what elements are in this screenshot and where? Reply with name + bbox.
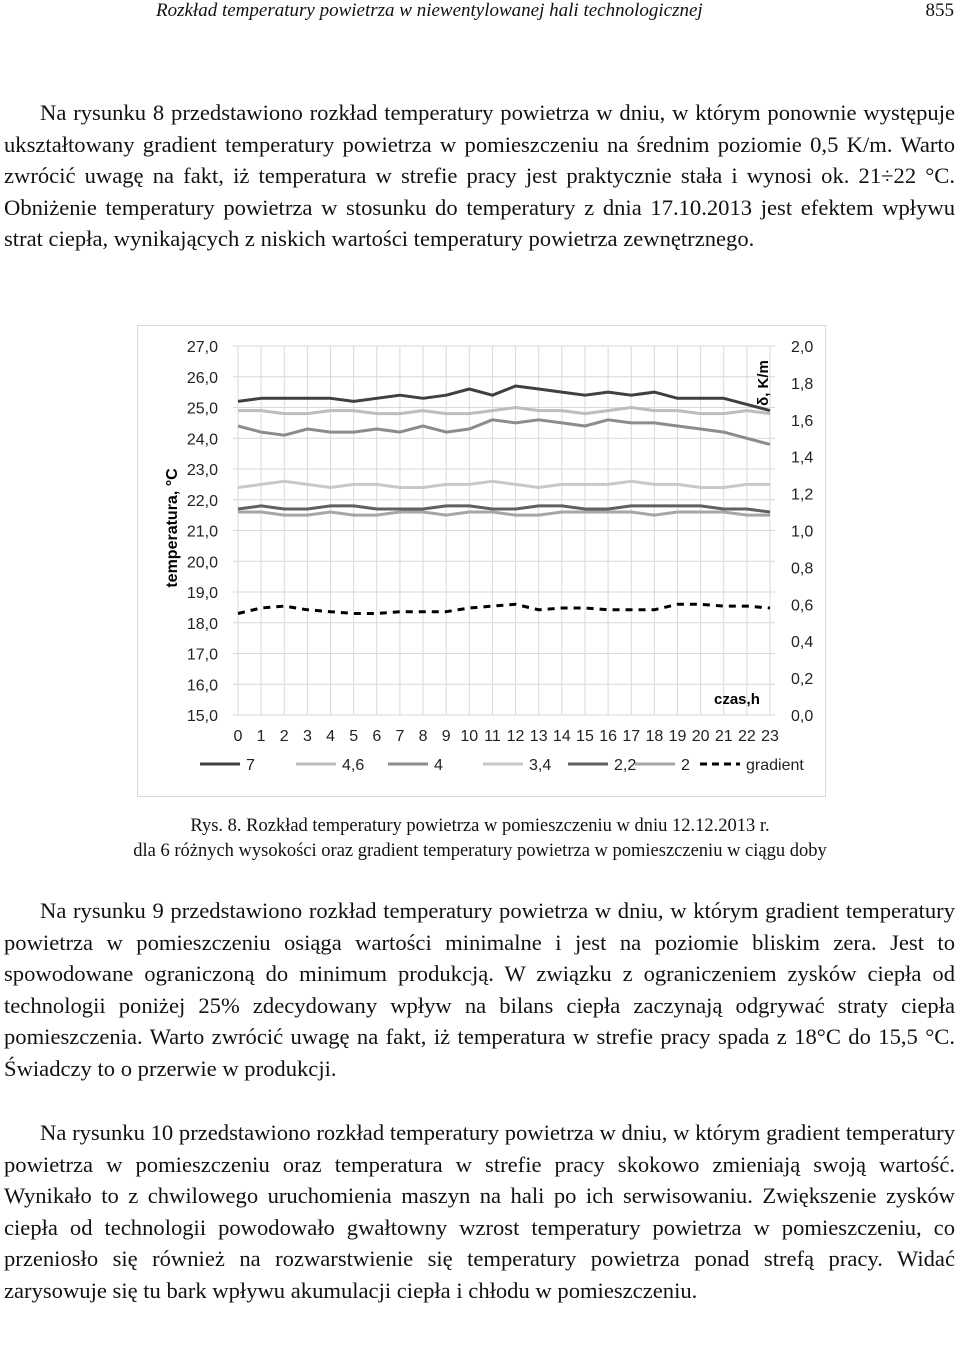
series-line-7 (238, 604, 770, 613)
y-tick-label: 18,0 (186, 615, 218, 633)
y2-tick-label: 1,2 (791, 486, 814, 504)
y-tick-label: 15,0 (186, 708, 218, 725)
x-tick-label: 14 (552, 728, 571, 745)
series-line-4 (238, 481, 770, 487)
y-tick-label: 23,0 (186, 462, 218, 479)
chart-figure (137, 325, 826, 797)
y-tick-label: 21,0 (186, 523, 218, 541)
y2-tick-label: 0,0 (791, 708, 814, 725)
legend-label: 4,6 (342, 757, 365, 774)
y-tick-label: 17,0 (186, 646, 218, 664)
x-tick-label: 20 (691, 728, 710, 745)
x-tick-label: 23 (761, 728, 779, 745)
x-tick-label: 16 (599, 728, 617, 745)
y2-tick-label: 0,8 (791, 560, 814, 578)
y2-tick-label: 1,0 (791, 523, 814, 541)
x-tick-label: 13 (529, 728, 548, 745)
paragraph-2 (4, 895, 955, 1085)
x-tick-label: 0 (233, 728, 243, 745)
x-tick-label: 11 (484, 728, 501, 745)
y2-tick-label: 2,0 (791, 339, 814, 356)
legend (200, 757, 804, 774)
series-line-1 (238, 386, 770, 411)
x-axis-label: czas,h (714, 691, 760, 708)
y-axis-label: temperatura, °C (164, 468, 181, 588)
x-tick-label: 9 (441, 728, 451, 745)
y-tick-label: 27,0 (186, 339, 218, 356)
series-line-6 (238, 512, 770, 515)
x-tick-label: 21 (714, 728, 733, 745)
y2-tick-label: 0,2 (791, 671, 814, 689)
figure-caption-line1: Rys. 8. Rozkład temperatury powietrza w pomieszczeniu w dniu 12.12.2013 r. (190, 816, 770, 836)
paragraph-1-text: Na rysunku 8 przedstawiono rozkład temperatury powietrza w dniu, w którym ponownie występuje ukształtowany gradient temperatury powietrza w pomieszczeniu na średnim poziomie 0,5 K/m. Warto zwrócić uwagę na fakt, iż temperatura w strefie pracy jest praktycznie stała i wynosi ok. 21÷22 °C. Obniżenie temperatury powietrza w stosunku do temperatury z dnia 17.10.2013 jest efektem wpływu strat ciepła, wynikających z niskich wartości temperatury powietrza zewnętrznego. (4, 100, 955, 252)
legend-label: 4 (434, 757, 443, 774)
y2-tick-label: 0,6 (791, 597, 814, 615)
paragraph-2-text: Na rysunku 9 przedstawiono rozkład temperatury powietrza w dniu, w którym gradient temperatury powietrza w pomieszczeniu osiąga wartości minimalne i jest na poziomie bliskim zera. Jest to spowodowane ograniczoną do minimum produkcją. W związku z ograniczeniem zysków ciepła od technologii poniżej 25% zdecydowany wpływ na bilans ciepła zaczynają odgrywać straty ciepła pomieszczenia. Warto zwrócić uwagę na fakt, iż temperatura w strefie pracy spada z 18°C do 15,5 °C. Świadczy to o przerwie w produkcji. (4, 898, 955, 1081)
y-tick-label: 22,0 (186, 492, 218, 510)
legend-label: gradient (746, 757, 804, 774)
running-title: Rozkład temperatury powietrza w niewentylowanej hali technologicznej (156, 0, 703, 21)
series-line-3 (238, 420, 770, 445)
x-tick-label: 2 (279, 728, 289, 745)
y2-axis-label: δ, K/m (755, 360, 772, 406)
x-tick-label: 10 (460, 728, 479, 745)
figure-caption-line2: dla 6 różnych wysokości oraz gradient temperatury powietrza w pomieszczeniu w ciągu doby (133, 841, 827, 861)
paragraph-3 (4, 1117, 955, 1307)
paragraph-1 (4, 97, 955, 255)
y-tick-label: 24,0 (186, 431, 218, 449)
y-tick-label: 25,0 (186, 400, 218, 418)
y2-tick-label: 1,8 (791, 375, 814, 393)
legend-label: 2,2 (614, 757, 637, 774)
x-tick-label: 22 (737, 728, 756, 745)
x-tick-label: 12 (506, 728, 525, 745)
y2-tick-label: 1,4 (791, 449, 814, 467)
y2-tick-label: 1,6 (791, 412, 814, 430)
x-tick-label: 6 (372, 728, 382, 745)
legend-label: 2 (681, 757, 690, 774)
x-tick-label: 1 (256, 728, 266, 745)
x-tick-label: 18 (645, 728, 664, 745)
running-head (0, 0, 960, 30)
legend-label: 7 (246, 757, 255, 774)
legend-label: 3,4 (529, 757, 552, 774)
y-tick-label: 16,0 (186, 677, 218, 695)
y-tick-label: 26,0 (186, 369, 218, 387)
x-tick-label: 17 (622, 728, 641, 745)
y-tick-label: 20,0 (186, 554, 218, 572)
y2-tick-label: 0,4 (791, 634, 814, 652)
x-tick-label: 7 (395, 728, 405, 745)
x-tick-label: 5 (349, 728, 359, 745)
x-tick-label: 3 (302, 728, 312, 745)
x-tick-label: 15 (576, 728, 594, 745)
x-tick-label: 4 (326, 728, 335, 745)
temperature-chart (138, 326, 825, 796)
x-tick-label: 19 (668, 728, 687, 745)
page-number: 855 (925, 0, 954, 21)
paragraph-3-text: Na rysunku 10 przedstawiono rozkład temperatury powietrza w dniu, w którym gradient temperatury powietrza w pomieszczeniu oraz temperatura w strefie pracy skokowo zmieniają swoją wartość. Wynikało to z chwilowego uruchomienia maszyn na hali po ich serwisowaniu. Zwiększenie zysków ciepła od technologii powodowało gwałtowny wzrost temperatury powietrza w pomieszczeniu, co przeniosło się również na rozwarstwienie się temperatury powietrza ponad strefą pracy. Widać zarysowuje się tu bark wpływu akumulacji ciepła i chłodu w pomieszczeniu. (4, 1120, 955, 1303)
series-line-2 (238, 408, 770, 414)
x-tick-label: 8 (418, 728, 428, 745)
y-tick-label: 19,0 (186, 585, 218, 602)
grid-layer (233, 346, 775, 715)
